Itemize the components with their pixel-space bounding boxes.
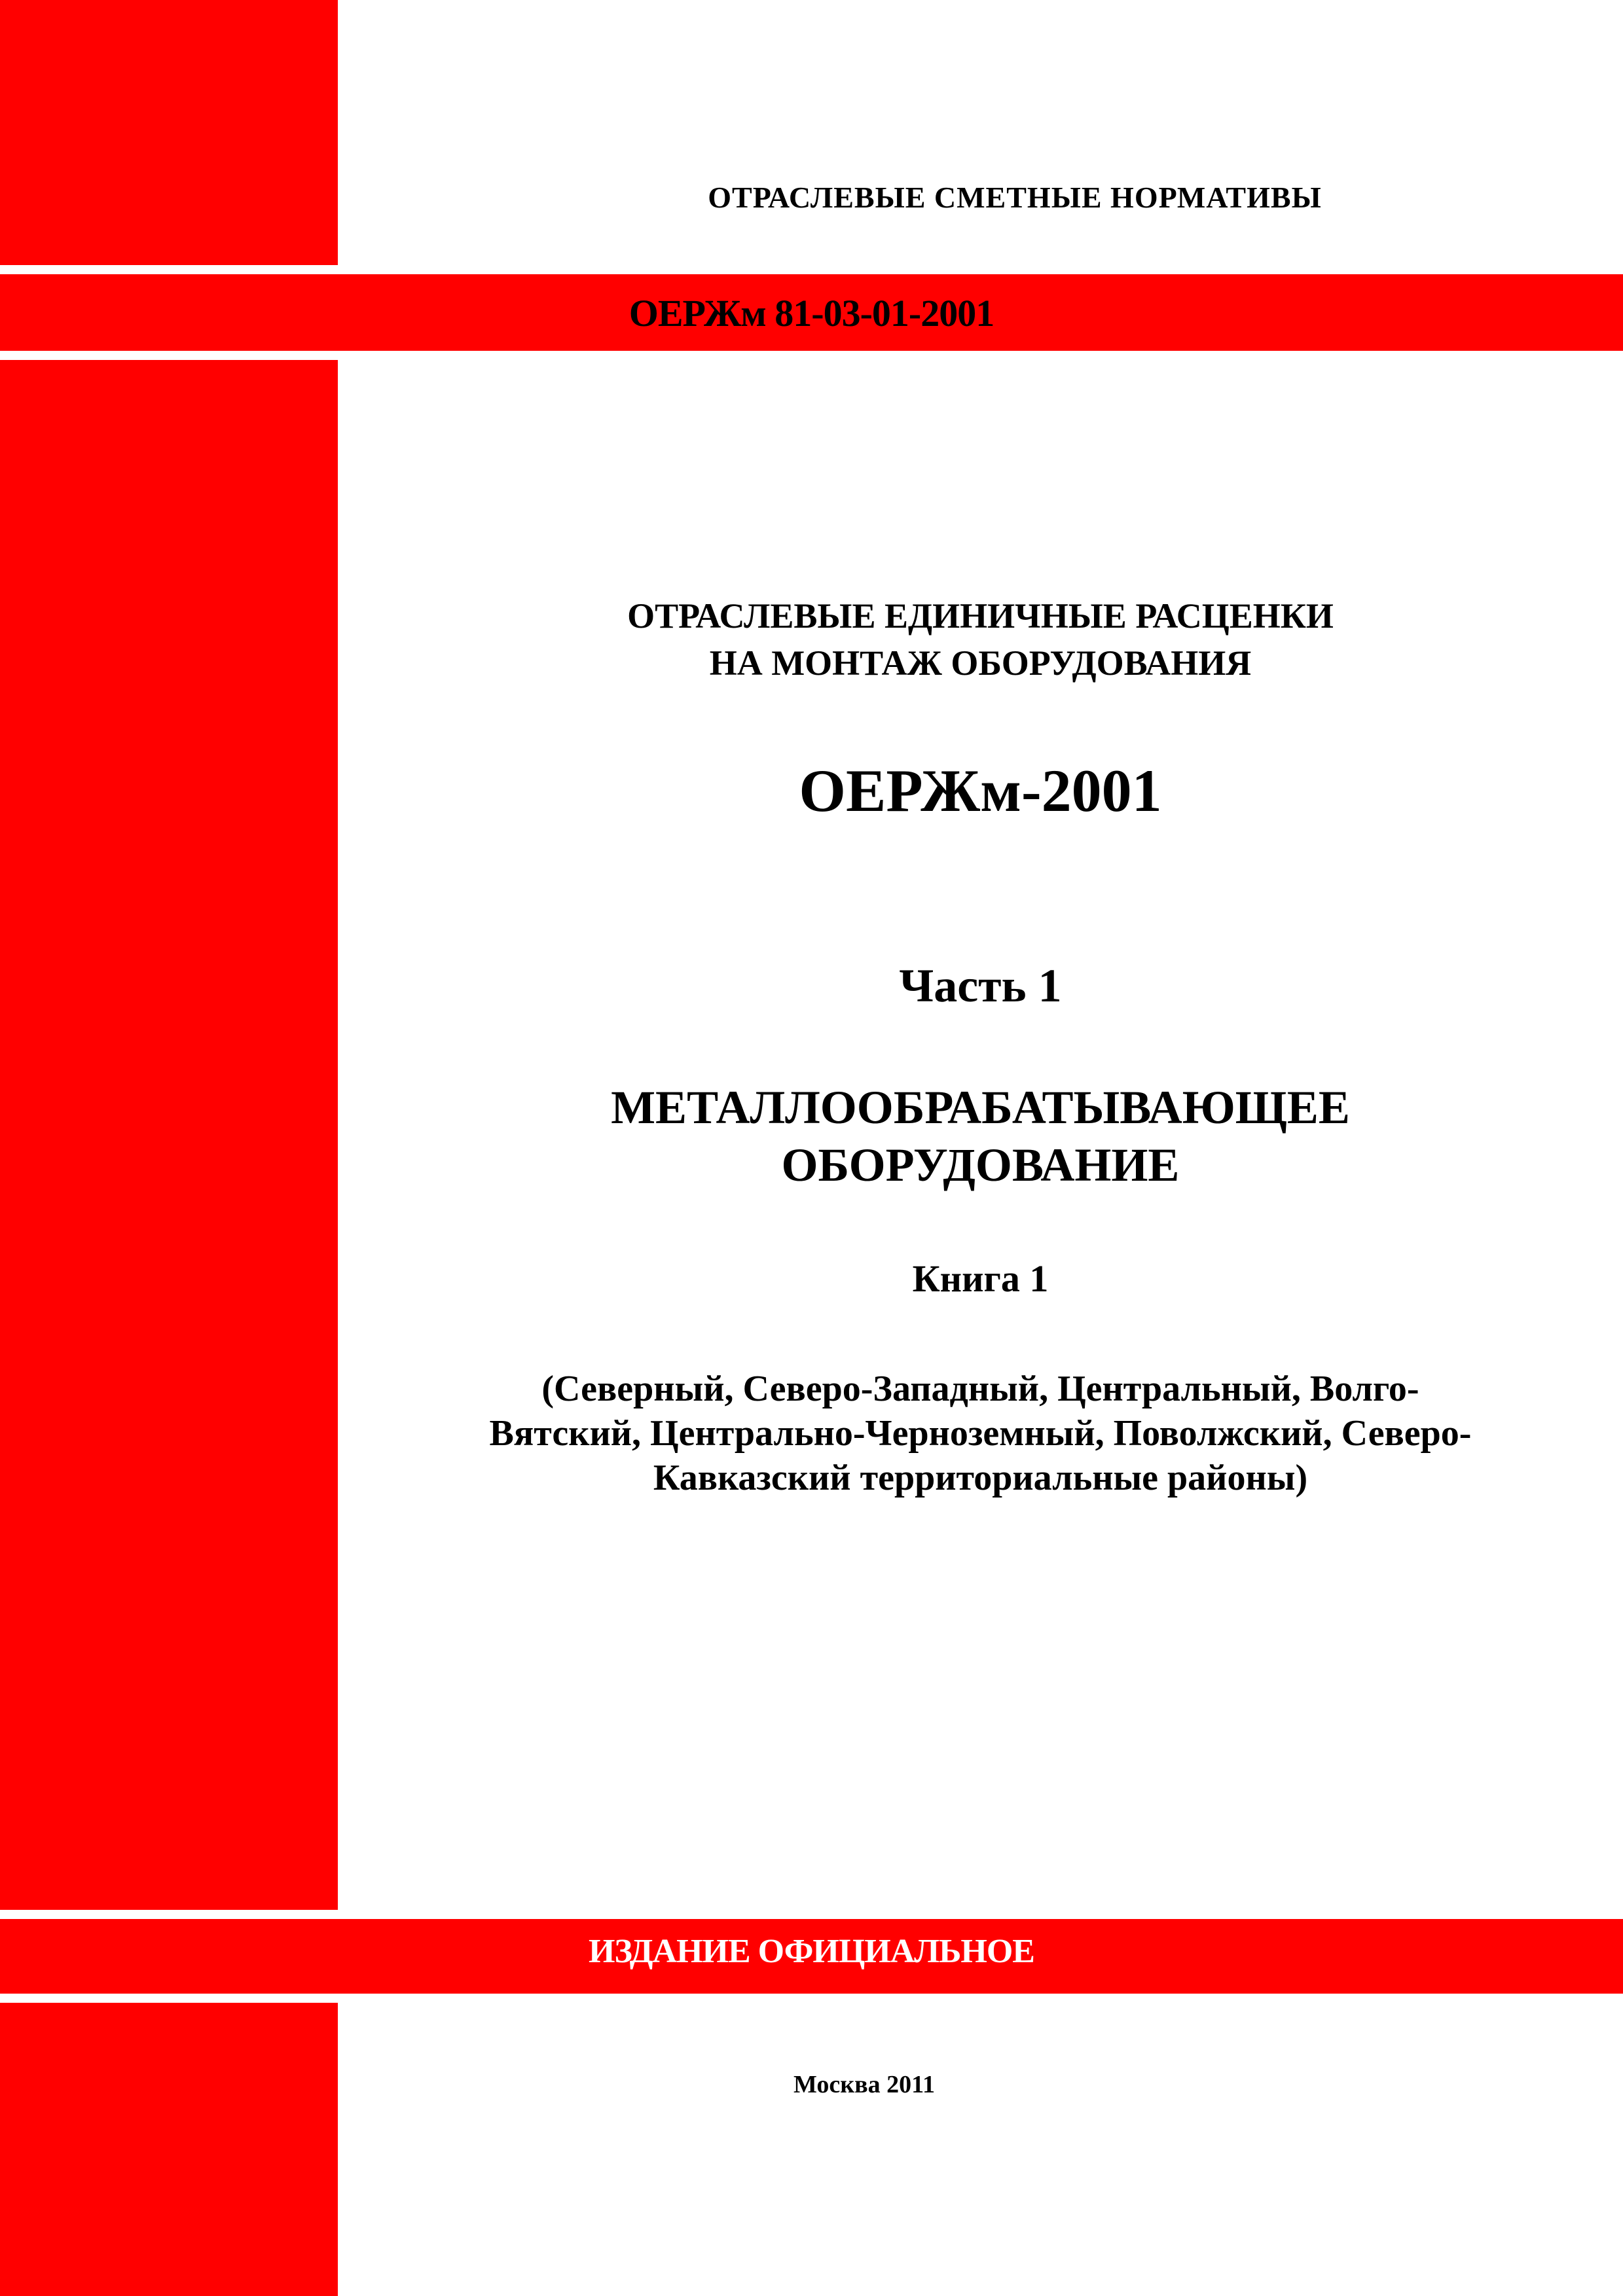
regions-note bbox=[367, 1367, 1594, 1500]
document-code: ОЕРЖм 81-03-01-2001 bbox=[629, 292, 994, 334]
official-edition-label: ИЗДАНИЕ ОФИЦИАЛЬНОЕ bbox=[589, 1933, 1034, 1970]
book-label: Книга 1 bbox=[912, 1257, 1049, 1300]
collection-title bbox=[338, 592, 1623, 687]
red-side-strip-top bbox=[0, 0, 338, 265]
red-side-strip-bottom bbox=[0, 2003, 338, 2296]
red-side-strip-middle bbox=[0, 360, 338, 1910]
part-label: Часть 1 bbox=[899, 960, 1062, 1012]
section-title bbox=[338, 1079, 1623, 1194]
section-title-line-2: ОБОРУДОВАНИЕ bbox=[781, 1139, 1180, 1191]
main-code: ОЕРЖм-2001 bbox=[799, 757, 1162, 824]
city-year: Москва 2011 bbox=[793, 2071, 936, 2098]
regions-line-1: (Северный, Северо-Западный, Центральный, Волго- bbox=[541, 1369, 1419, 1409]
collection-title-line-2: НА МОНТАЖ ОБОРУДОВАНИЯ bbox=[709, 643, 1252, 683]
collection-title-line-1: ОТРАСЛЕВЫЕ ЕДИНИЧНЫЕ РАСЦЕНКИ bbox=[627, 596, 1334, 636]
series-title: ОТРАСЛЕВЫЕ СМЕТНЫЕ НОРМАТИВЫ bbox=[708, 181, 1322, 214]
regions-line-2: Вятский, Центрально-Черноземный, Поволжский, Северо- bbox=[489, 1413, 1472, 1454]
section-title-line-1: МЕТАЛЛООБРАБАТЫВАЮЩЕЕ bbox=[611, 1081, 1350, 1134]
regions-line-3: Кавказский территориальные районы) bbox=[653, 1458, 1308, 1498]
